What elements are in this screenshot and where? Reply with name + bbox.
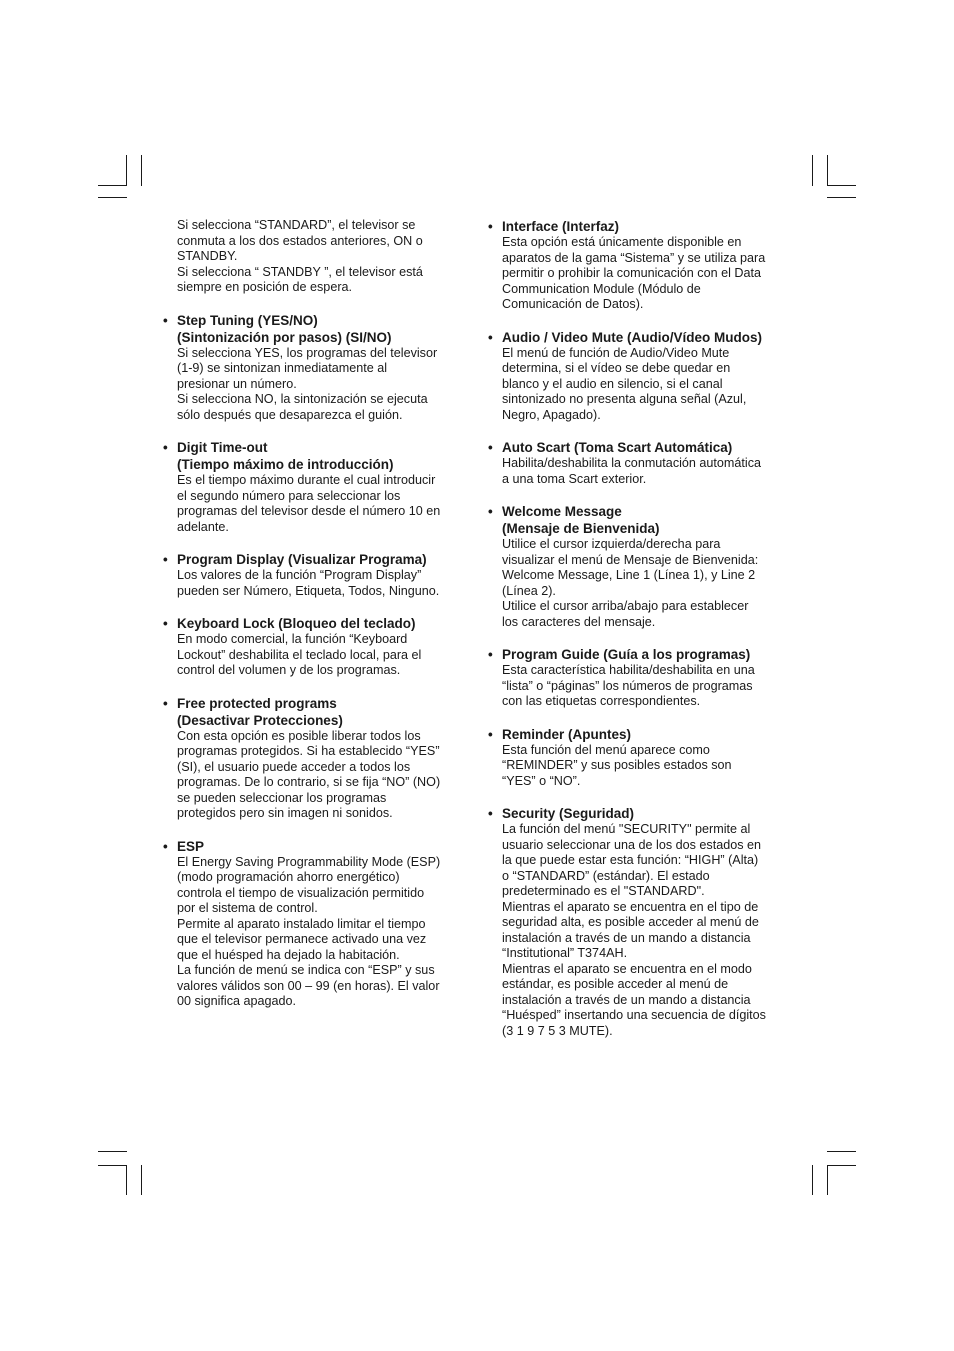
bullet-icon: • (488, 726, 493, 742)
crop-mark (98, 1151, 127, 1152)
section-free-protected-programs (163, 695, 469, 822)
text-line: los caracteres del mensaje. (502, 614, 656, 629)
text-line: programas del televisor desde el número 10 en (177, 504, 441, 518)
section-digit-time-out (163, 439, 469, 535)
text-line: “Huésped” insertando una secuencia de dígitos (502, 1008, 766, 1022)
text-line: (1-9) se sintonizan inmediatamente al (177, 361, 388, 375)
text-line: (modo programación ahorro energético) (177, 870, 400, 884)
section-title (177, 439, 469, 473)
text-line: controla el tiempo de visualización permitido (177, 885, 425, 900)
section-body (502, 235, 794, 313)
section-body (177, 346, 469, 424)
text-line: pueden ser Número, Etiqueta, Todos, Ninguno. (177, 583, 440, 598)
crop-mark (827, 155, 828, 186)
text-line: “REMINDER” y sus posibles estados son (502, 758, 732, 772)
title-line: (Tiempo máximo de introducción) (177, 457, 394, 472)
title-line: Digit Time-out (177, 440, 268, 455)
section-body (177, 855, 469, 1010)
text-line: Con esta opción es posible liberar todos los (177, 728, 421, 743)
bullet-icon: • (488, 504, 493, 519)
section-body (502, 346, 794, 424)
bullet-icon: • (488, 329, 493, 345)
text-line: El menú de función de Audio/Video Mute (502, 345, 730, 360)
text-line: Utilice el cursor izquierda/derecha para (502, 537, 721, 551)
section-body (177, 729, 469, 822)
text-line: En modo comercial, la función “Keyboard (177, 632, 408, 646)
bullet-icon: • (163, 838, 168, 854)
text-line: protegidos pero sin imagen ni sonidos. (177, 806, 393, 820)
right-column (488, 218, 794, 1055)
text-line: Si selecciona “STANDARD”, el televisor se (177, 218, 416, 232)
bullet-icon: • (488, 219, 493, 234)
title-line: Auto Scart (Toma Scart Automática) (502, 440, 733, 455)
intro-paragraph (163, 218, 469, 296)
section-keyboard-lock-bloqueo-del-teclado (163, 615, 469, 679)
text-line: Utilice el cursor arriba/abajo para establecer (502, 599, 749, 613)
text-line: adelante. (177, 519, 229, 534)
text-line: Mientras el aparato se encuentra en el tipo de (502, 899, 759, 914)
text-line: o “STANDARD” (estándar). El estado (502, 868, 710, 883)
text-line: El Energy Saving Programmability Mode (ESP) (177, 854, 441, 869)
title-line: Security (Seguridad) (502, 806, 635, 821)
text-line: se pueden seleccionar los programas (177, 790, 387, 805)
bullet-icon: • (488, 647, 493, 662)
bullet-icon: • (163, 695, 168, 711)
text-line: valores válidos son 00 – 99 (en horas). El valor (177, 978, 440, 993)
section-title (502, 329, 794, 346)
title-line: ESP (177, 838, 205, 854)
text-line: aparatos de la gama “Sistema” y se utiliza para (502, 250, 766, 265)
left-column (163, 218, 469, 1026)
section-title (177, 838, 469, 855)
text-line: Esta característica habilita/deshabilita en una (502, 663, 755, 677)
section-title (502, 805, 794, 822)
section-body (502, 456, 794, 487)
title-line: Keyboard Lock (Bloqueo del teclado) (177, 616, 416, 631)
crop-mark (141, 1165, 142, 1195)
crop-mark (827, 1165, 856, 1166)
section-body (502, 663, 794, 710)
text-line: 00 significa apagado. (177, 994, 297, 1008)
text-line: (3 1 9 7 5 3 MUTE). (502, 1023, 613, 1038)
section-title (177, 312, 469, 346)
text-line: instalación a través de un mando a distancia (502, 930, 751, 945)
text-line: Si selecciona YES, los programas del televisor (177, 345, 438, 360)
bullet-icon: • (163, 312, 168, 328)
bullet-icon: • (163, 440, 168, 455)
title-line: (Sintonización por pasos) (SI/NO) (177, 329, 392, 345)
section-title (502, 218, 794, 235)
text-line: Los valores de la función “Program Display” (177, 568, 422, 582)
title-line: (Mensaje de Bienvenida) (502, 521, 660, 536)
text-line: Communication Module (Módulo de (502, 281, 701, 296)
section-title (502, 726, 794, 743)
title-line: Interface (Interfaz) (502, 219, 620, 234)
crop-mark (812, 155, 813, 186)
text-line: Si selecciona NO, la sintonización se ejecuta (177, 392, 428, 406)
section-security-seguridad (488, 805, 794, 1039)
text-line: predeterminado es el "STANDARD". (502, 884, 705, 898)
section-program-guide-guia-a-los-programas (488, 646, 794, 710)
section-esp (163, 838, 469, 1010)
text-line: siempre en posición de espera. (177, 280, 353, 294)
section-title (502, 646, 794, 663)
section-body (177, 568, 469, 599)
section-body (502, 537, 794, 630)
text-line: “Institutional” T374AH. (502, 946, 628, 960)
text-line: estándar, es posible acceder al menú de (502, 977, 729, 991)
text-line: el segundo número para seleccionar los (177, 488, 401, 503)
text-line: control del volumen y de los programas. (177, 663, 401, 677)
text-line: blanco y el audio en silencio, si el canal (502, 376, 723, 391)
crop-mark (827, 1151, 856, 1152)
text-line: por el sistema de control. (177, 901, 318, 915)
text-line: Esta función del menú aparece como (502, 742, 710, 757)
text-line: (SI), el usuario puede acceder a todos los (177, 759, 411, 774)
text-line: Permite al aparato instalado limitar el tiempo (177, 916, 426, 931)
bullet-icon: • (163, 552, 168, 567)
title-line: Reminder (Apuntes) (502, 726, 632, 742)
text-line: La función de menú se indica con “ESP” y sus (177, 963, 435, 977)
text-line: sintonizado no presenta alguna señal (Azul, (502, 392, 747, 406)
section-title (502, 439, 794, 456)
crop-mark (98, 185, 127, 186)
crop-mark (827, 197, 856, 198)
title-line: Welcome Message (502, 504, 622, 519)
section-body (502, 743, 794, 790)
text-line: STANDBY. (177, 249, 238, 263)
crop-mark (827, 1165, 828, 1195)
text-line: Lockout” deshabilita el teclado local, para el (177, 647, 422, 662)
text-line: Habilita/deshabilita la conmutación automática (502, 456, 762, 470)
section-title (177, 695, 469, 729)
section-interface-interfaz (488, 218, 794, 313)
bullet-icon: • (163, 616, 168, 631)
bullet-icon: • (488, 440, 493, 455)
crop-mark (98, 197, 127, 198)
text-line: Si selecciona “ STANDBY ”, el televisor está (177, 264, 423, 279)
title-line: Free protected programs (177, 695, 337, 711)
text-line: la que puede estar esta función: “HIGH” (Alta) (502, 853, 759, 867)
section-reminder-apuntes (488, 726, 794, 790)
section-audio-video-mute-audio-video-mudos (488, 329, 794, 424)
crop-mark (98, 1165, 127, 1166)
text-line: Esta opción está únicamente disponible en (502, 235, 742, 249)
text-line: La función del menú "SECURITY" permite al (502, 822, 751, 836)
bullet-icon: • (488, 806, 493, 821)
section-body (502, 822, 794, 1039)
section-title (502, 503, 794, 537)
text-line: conmuta a los dos estados anteriores, ON o (177, 233, 423, 248)
text-line: presionar un número. (177, 376, 297, 391)
text-line: Welcome Message, Line 1 (Línea 1), y Line 2 (502, 568, 756, 582)
title-line: Program Guide (Guía a los programas) (502, 647, 751, 662)
text-line: que el huésped ha dejado la habitación. (177, 947, 400, 962)
text-line: “lista” o “páginas” los números de programas (502, 678, 753, 693)
text-line: programas protegidos. Si ha establecido “YES” (177, 744, 440, 758)
section-welcome-message (488, 503, 794, 630)
text-line: seguridad alta, es posible acceder al menú de (502, 915, 759, 929)
text-line: permitir o prohibir la comunicación con el Data (502, 266, 761, 280)
text-line: “YES” o “NO”. (502, 773, 581, 788)
section-body (177, 473, 469, 535)
title-line: Program Display (Visualizar Programa) (177, 552, 427, 567)
text-line: visualizar el menú de Mensaje de Bienvenida: (502, 552, 759, 567)
text-line: programas. De lo contrario, si se fija “NO” (NO) (177, 775, 441, 789)
section-step-tuning-yes-no (163, 312, 469, 424)
crop-mark (126, 1165, 127, 1195)
text-line: que el televisor permanece activado una vez (177, 932, 427, 946)
crop-mark (812, 1165, 813, 1195)
section-auto-scart-toma-scart-automatica (488, 439, 794, 487)
section-title (177, 615, 469, 632)
crop-mark (827, 185, 856, 186)
text-line: sólo después que desaparezca el guión. (177, 407, 403, 422)
title-line: Step Tuning (YES/NO) (177, 312, 318, 328)
section-title (177, 551, 469, 568)
text-line: Es el tiempo máximo durante el cual introducir (177, 473, 436, 487)
title-line: Audio / Video Mute (Audio/Vídeo Mudos) (502, 329, 762, 345)
text-line: Comunicación de Datos). (502, 297, 644, 311)
text-line: determina, si el vídeo se debe quedar en (502, 361, 731, 375)
text-line: (Línea 2). (502, 583, 556, 598)
section-body (177, 632, 469, 679)
title-line: (Desactivar Protecciones) (177, 712, 343, 728)
section-program-display-visualizar-programa (163, 551, 469, 599)
text-line: usuario seleccionar una de los dos estados en (502, 837, 762, 852)
text-line: a una toma Scart exterior. (502, 471, 647, 486)
text-line: Mientras el aparato se encuentra en el modo (502, 961, 752, 976)
crop-mark (126, 155, 127, 186)
crop-mark (141, 155, 142, 186)
text-line: instalación a través de un mando a distancia (502, 992, 751, 1007)
text-line: Negro, Apagado). (502, 407, 601, 422)
text-line: con las etiquetas correspondientes. (502, 694, 701, 708)
